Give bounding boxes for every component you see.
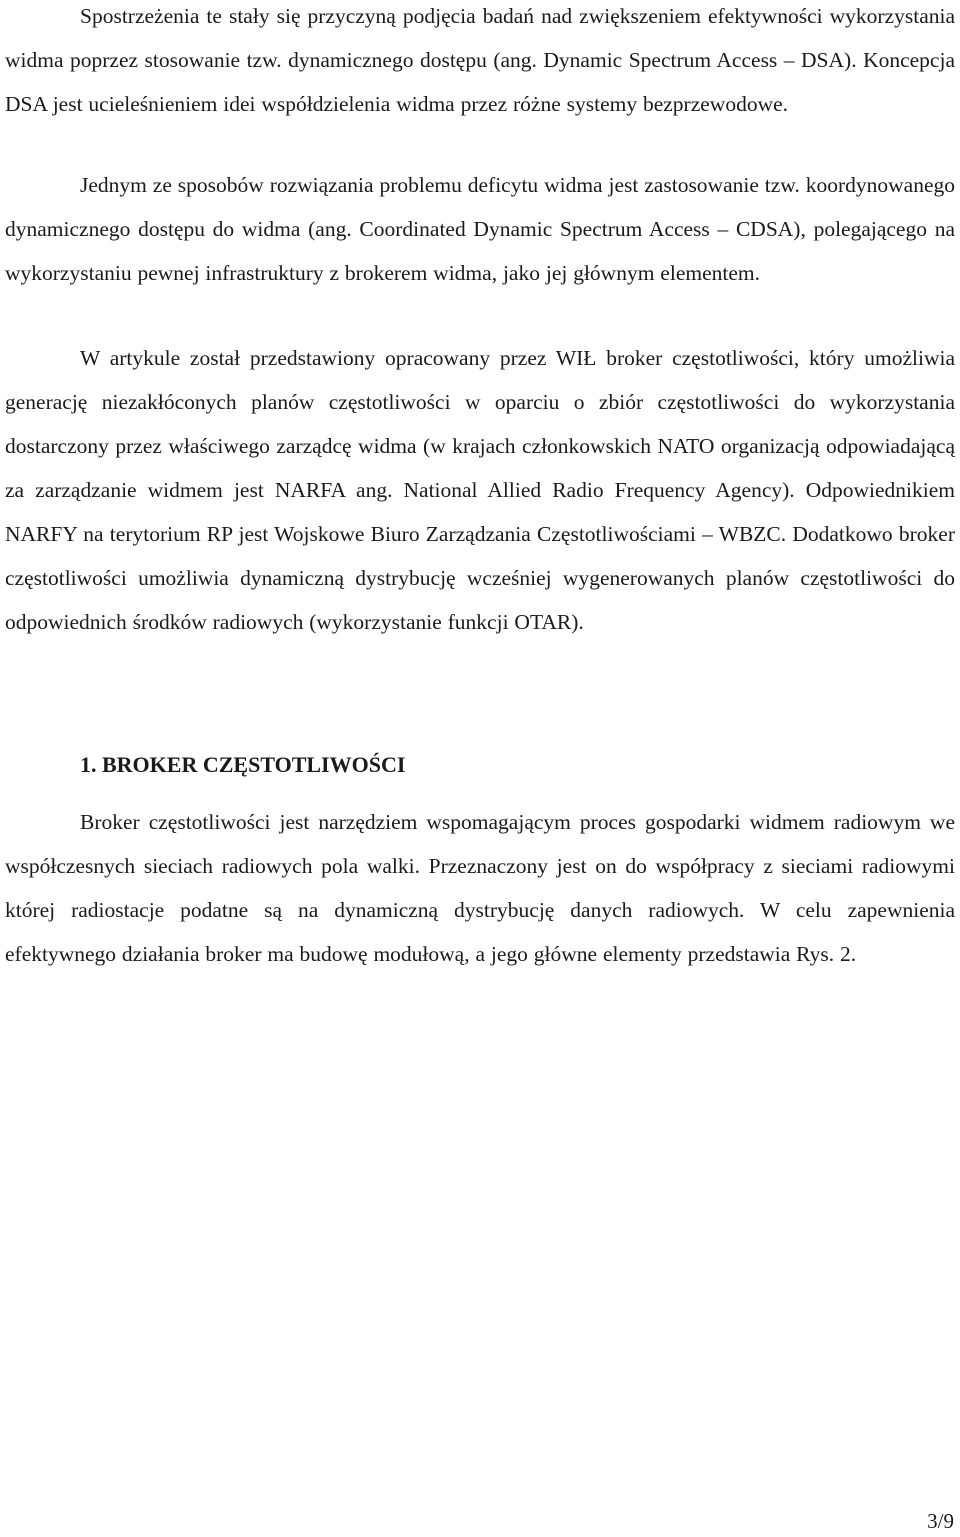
- page-number: 3/9: [927, 1509, 954, 1533]
- section-heading: 1. BROKER CZĘSTOTLIWOŚCI: [80, 752, 406, 777]
- paragraph-wil-broker: W artykule został przedstawiony opracowany przez WIŁ broker częstotliwości, który umożliwia generację niezakłóconych planów częstotliwości w oparciu o zbiór częstotliwości do wykorzystania dostarczony przez właściwego zarządcę widma (w krajach członkowskich NATO organizacją odpowiadającą za zarządzanie widmem jest NARFA ang. National Allied Radio Frequency Agency). Odpowiednikiem NARFY na terytorium RP jest Wojskowe Biuro Zarządzania Częstotliwościami – WBZC. Dodatkowo broker częstotliwości umożliwia dynamiczną dystrybucję wcześniej wygenerowanych planów częstotliwości do odpowiednich środków radiowych (wykorzystanie funkcji OTAR).: [5, 346, 955, 634]
- paragraph-broker-description: Broker częstotliwości jest narzędziem wspomagającym proces gospodarki widmem radiowym we współczesnych sieciach radiowych pola walki. Przeznaczony jest on do współpracy z sieciami radiowymi której radiostacje podatne są na dynamiczną dystrybucję danych radiowych. W celu zapewnienia efektywnego działania broker ma budowę modułową, a jego główne elementy przedstawia Rys. 2.: [5, 810, 955, 966]
- paragraph-dsa: Spostrzeżenia te stały się przyczyną podjęcia badań nad zwiększeniem efektywności wykorzystania widma poprzez stosowanie tzw. dynamicznego dostępu (ang. Dynamic Spectrum Access – DSA). Koncepcja DSA jest ucieleśnieniem idei współdzielenia widma przez różne systemy bezprzewodowe.: [5, 4, 955, 116]
- paragraph-cdsa: Jednym ze sposobów rozwiązania problemu deficytu widma jest zastosowanie tzw. koordynowanego dynamicznego dostępu do widma (ang. Coordinated Dynamic Spectrum Access – CDSA), polegającego na wykorzystaniu pewnej infrastruktury z brokerem widma, jako jej głównym elementem.: [5, 173, 955, 285]
